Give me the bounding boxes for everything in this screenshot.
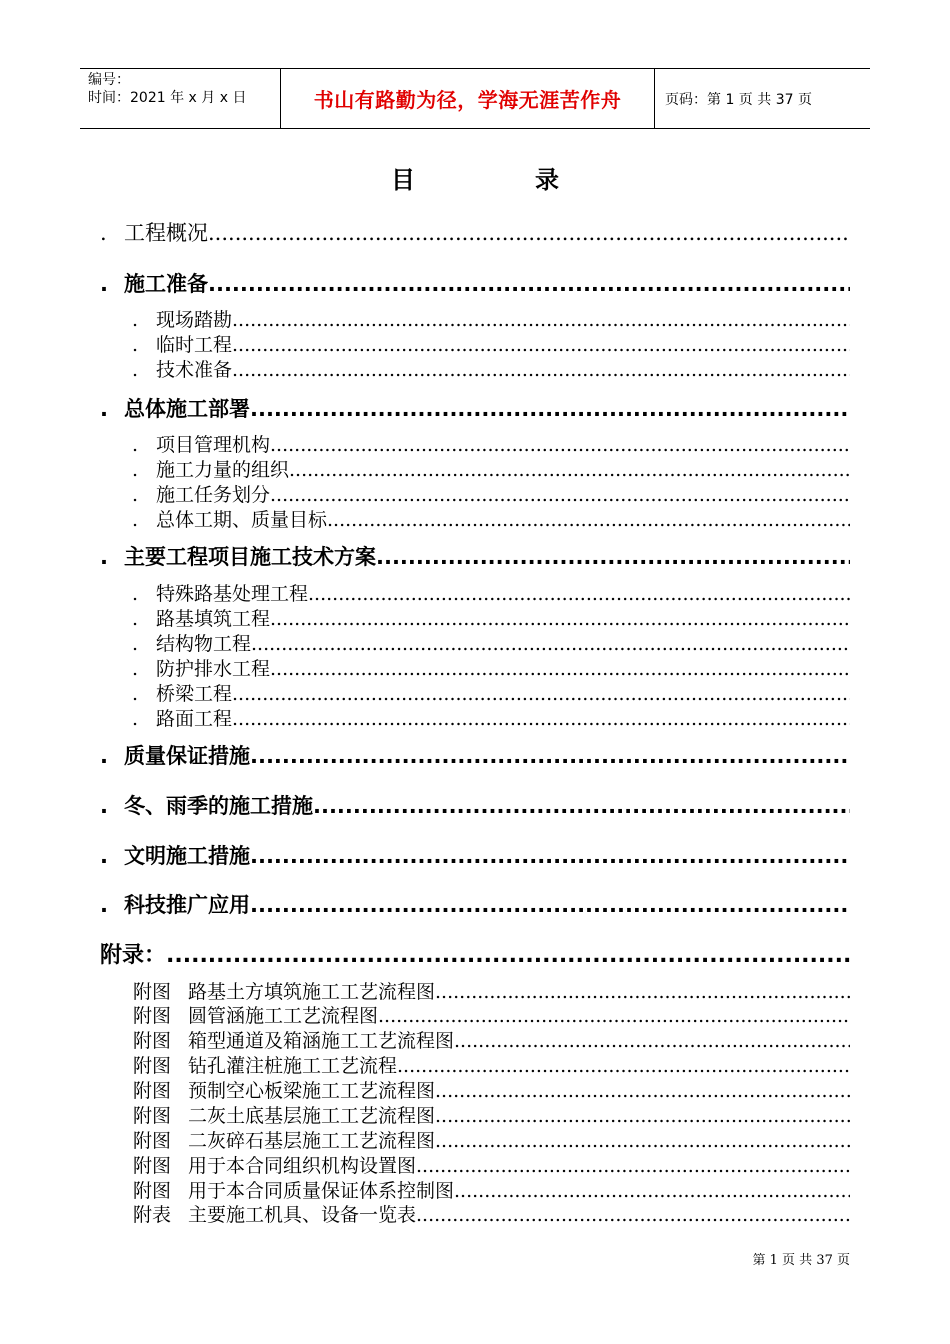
toc-entry-label: 科技推广应用 [124, 893, 250, 917]
toc-bullet: . [100, 744, 108, 768]
toc-appendix-item[interactable] [133, 1176, 850, 1201]
toc-leader [435, 1080, 850, 1101]
toc-subentry[interactable] [132, 430, 850, 455]
toc-entry-label: 施工力量的组织 [156, 459, 290, 480]
toc-leader [232, 708, 850, 729]
toc-entry-label: 主要工程项目施工技术方案 [124, 545, 376, 569]
toc-entry[interactable] [100, 790, 850, 818]
appendix-prefix: 附图 [133, 1155, 172, 1176]
toc-entry-label: 临时工程 [156, 334, 233, 355]
toc-bullet: . [132, 683, 139, 704]
toc-bullet: . [100, 844, 108, 868]
header-motto: 书山有路勤为径，学海无涯苦作舟 [281, 69, 655, 128]
toc-bullet: . [132, 309, 139, 330]
toc-leader [454, 1180, 850, 1201]
toc-entry-label: 工程概况 [124, 221, 208, 245]
toc-appendix-item[interactable] [133, 1200, 850, 1225]
toc-entry-label: 技术准备 [156, 359, 233, 380]
toc-leader [416, 1155, 850, 1176]
toc-title [0, 164, 950, 196]
toc-entry-label: 项目管理机构 [156, 434, 271, 455]
toc-leader [232, 309, 850, 330]
toc-leader [166, 943, 850, 968]
toc-entry-label: 冬、雨季的施工措施 [124, 794, 313, 818]
toc-entry-label: 施工准备 [124, 272, 208, 296]
toc-leader [378, 1005, 850, 1026]
toc-entry[interactable] [100, 541, 850, 569]
appendix-label: 钻孔灌注桩施工工艺流程 [188, 1055, 398, 1076]
page-header [80, 68, 870, 129]
toc-bullet: . [132, 708, 139, 729]
toc-bullet: . [132, 509, 139, 530]
appendix-prefix: 附图 [133, 981, 172, 1002]
toc-bullet: . [132, 484, 139, 505]
toc-leader [208, 221, 850, 245]
toc-entry[interactable] [100, 840, 850, 868]
toc-subentry[interactable] [132, 330, 850, 355]
toc-leader [270, 658, 850, 679]
toc-entry-label: 防护排水工程 [156, 658, 271, 679]
toc-leader [435, 1105, 850, 1126]
appendix-prefix: 附图 [133, 1105, 172, 1126]
appendix-prefix: 附图 [133, 1080, 172, 1101]
toc-entry-label: 文明施工措施 [124, 844, 250, 868]
toc-entry[interactable] [100, 393, 850, 421]
appendix-label: 二灰土底基层施工工艺流程图 [188, 1105, 436, 1126]
toc-leader [327, 509, 850, 530]
toc-bullet: . [132, 359, 139, 380]
toc-bullet: . [100, 272, 108, 296]
toc-title-left: 目 [391, 165, 415, 194]
toc-entry-label: 路基填筑工程 [156, 608, 271, 629]
toc-appendix-heading[interactable] [100, 938, 850, 968]
page-footer: 第 1 页 共 37 页 [752, 1253, 850, 1268]
toc-leader [313, 794, 850, 818]
toc-entry-label: 结构物工程 [156, 633, 252, 654]
toc-leader [308, 583, 850, 604]
toc-subentry[interactable] [132, 480, 850, 505]
toc-subentry[interactable] [132, 355, 850, 380]
appendix-prefix: 附图 [133, 1180, 172, 1201]
toc-leader [250, 893, 850, 917]
toc-bullet: . [100, 545, 108, 569]
toc-entry-label: 路面工程 [156, 708, 233, 729]
toc-entry-label: 质量保证措施 [124, 744, 250, 768]
toc-bullet: . [100, 397, 108, 421]
toc-entry[interactable] [100, 740, 850, 768]
toc-entry-label: 桥梁工程 [156, 683, 233, 704]
appendix-label: 二灰碎石基层施工工艺流程图 [188, 1130, 436, 1151]
toc-bullet: . [100, 893, 108, 917]
toc-bullet: . [132, 334, 139, 355]
toc-leader [397, 1055, 850, 1076]
toc-bullet: . [132, 608, 139, 629]
appendix-label: 预制空心板梁施工工艺流程图 [188, 1080, 436, 1101]
toc-appendix-item[interactable] [133, 1126, 850, 1151]
toc-subentry[interactable] [132, 305, 850, 330]
toc-entry-label: 总体施工部署 [124, 397, 250, 421]
toc-leader [270, 434, 850, 455]
toc-entry[interactable] [100, 268, 850, 296]
appendix-prefix: 附表 [133, 1204, 172, 1225]
toc-subentry[interactable] [132, 629, 850, 654]
toc-bullet: . [132, 583, 139, 604]
toc-subentry[interactable] [132, 604, 850, 629]
toc-bullet: . [100, 794, 108, 818]
toc-appendix-item[interactable] [133, 977, 850, 1002]
toc-appendix-item[interactable] [133, 1026, 850, 1051]
document-date: 时间：2021 年 x 月 x 日 [88, 90, 247, 106]
toc-subentry[interactable] [132, 704, 850, 729]
appendix-label: 圆管涵施工工艺流程图 [188, 1005, 379, 1026]
document-number-label: 编号： [88, 72, 130, 88]
appendix-prefix: 附图 [133, 1055, 172, 1076]
toc-leader [208, 272, 850, 296]
toc-leader [232, 683, 850, 704]
toc-bullet: . [100, 221, 107, 245]
toc-bullet: . [132, 434, 139, 455]
appendix-label: 路基土方填筑施工工艺流程图 [188, 981, 436, 1002]
toc-entry-label: 附录： [100, 943, 167, 968]
appendix-label: 用于本合同组织机构设置图 [188, 1155, 417, 1176]
toc-subentry[interactable] [132, 679, 850, 704]
toc-leader [250, 397, 850, 421]
toc-leader [435, 1130, 850, 1151]
toc-appendix-item[interactable] [133, 1076, 850, 1101]
header-meta [80, 69, 281, 128]
toc-entry-label: 总体工期、质量目标 [156, 509, 328, 530]
toc-leader [454, 1030, 850, 1051]
toc-leader [270, 484, 850, 505]
toc-leader [232, 334, 850, 355]
toc-leader [250, 744, 850, 768]
toc-leader [435, 981, 850, 1002]
toc-subentry[interactable] [132, 654, 850, 679]
toc-leader [251, 633, 850, 654]
toc-bullet: . [132, 658, 139, 679]
appendix-prefix: 附图 [133, 1005, 172, 1026]
toc-entry[interactable] [100, 217, 850, 245]
toc-entry-label: 施工任务划分 [156, 484, 271, 505]
toc-appendix-item[interactable] [133, 1001, 850, 1026]
toc-bullet: . [132, 459, 139, 480]
header-page-number: 页码：第 1 页 共 37 页 [665, 91, 812, 108]
toc-subentry[interactable] [132, 455, 850, 480]
toc-leader [250, 844, 850, 868]
toc-bullet: . [132, 633, 139, 654]
toc-appendix-item[interactable] [133, 1101, 850, 1126]
toc-entry-label: 现场踏勘 [156, 309, 233, 330]
toc-subentry[interactable] [132, 579, 850, 604]
toc-subentry[interactable] [132, 505, 850, 530]
toc-title-right: 录 [535, 165, 559, 194]
toc-leader [270, 608, 850, 629]
appendix-label: 用于本合同质量保证体系控制图 [188, 1180, 455, 1201]
appendix-prefix: 附图 [133, 1030, 172, 1051]
appendix-prefix: 附图 [133, 1130, 172, 1151]
toc-leader [416, 1204, 850, 1225]
toc-appendix-item[interactable] [133, 1051, 850, 1076]
toc-leader [232, 359, 850, 380]
toc-entry[interactable] [100, 889, 850, 917]
toc-leader [376, 545, 850, 569]
toc-leader [289, 459, 850, 480]
toc-appendix-item[interactable] [133, 1151, 850, 1176]
toc-entry-label: 特殊路基处理工程 [156, 583, 309, 604]
appendix-label: 箱型通道及箱涵施工工艺流程图 [188, 1030, 455, 1051]
appendix-label: 主要施工机具、设备一览表 [188, 1204, 417, 1225]
